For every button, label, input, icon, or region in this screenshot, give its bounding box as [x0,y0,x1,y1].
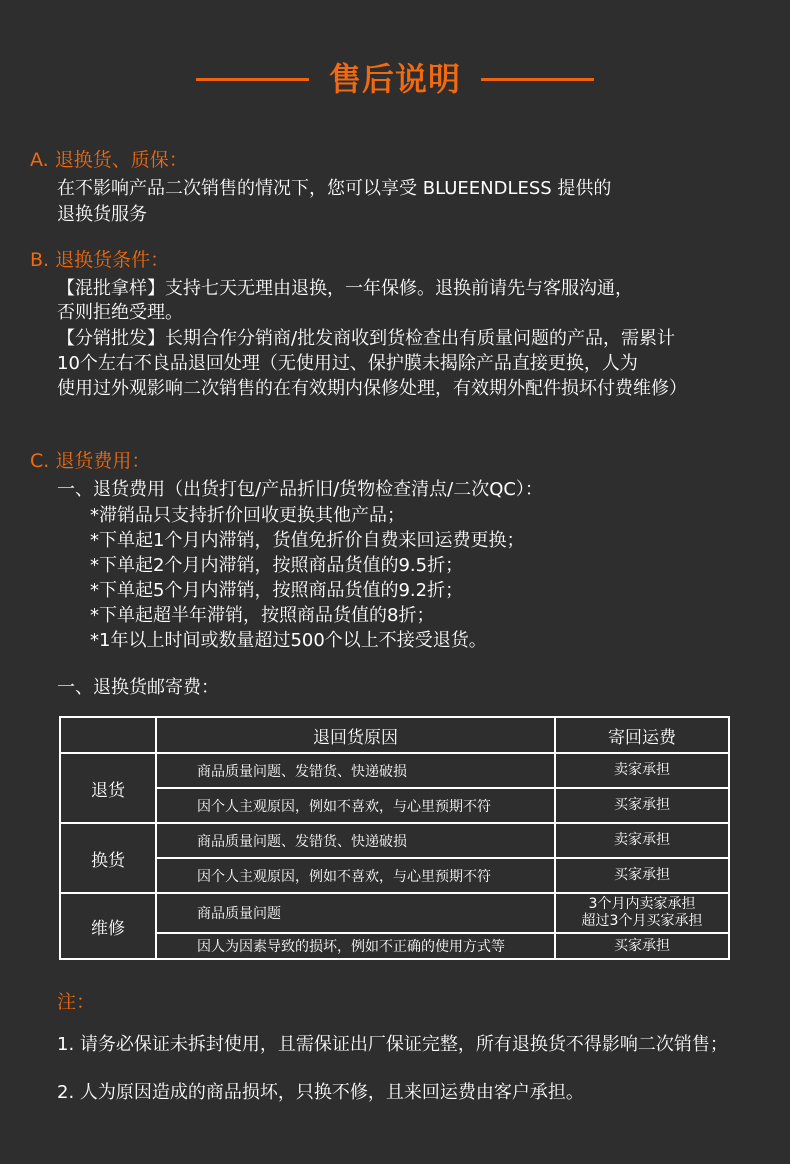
section-a-line: 退换货服务 [57,204,147,225]
service-type-cell: 退货 [60,753,156,823]
fee-cell [555,893,729,933]
page-header [0,55,790,103]
section-a-heading: A. 退换货、质保： [30,149,188,171]
table-header-cell: 寄回运费 [555,717,729,753]
table-row [60,788,729,823]
title-right-rule [481,78,594,81]
fee-line: 3个月内卖家承担 [588,896,696,912]
reason-cell: 因人为因素导致的损坏，例如不正确的使用方式等 [156,933,555,959]
fee-rule-item: *滞销品只支持折价回收更换其他产品； [90,505,405,526]
fee-cell: 卖家承担 [555,823,729,858]
fee-rule-item: *下单起2个月内滞销，按照商品货值的9.5折； [90,555,464,576]
shipping-fee-table [59,716,730,960]
table-header-row [60,717,729,753]
section-c-subheading: 一、退换货邮寄费： [57,677,219,698]
fee-line: 超过3个月买家承担 [581,913,703,929]
notes-heading: 注： [57,991,96,1013]
page-title: 售后说明 [328,60,461,98]
fee-cell: 买家承担 [555,933,729,959]
table-row [60,858,729,893]
title-left-rule [196,78,309,81]
service-type-cell: 换货 [60,823,156,893]
table-header-cell [60,717,156,753]
section-b-line: 否则拒绝受理。 [57,302,183,323]
section-c-subheading: 一、退货费用（出货打包/产品折旧/货物检查清点/二次QC）： [57,479,543,500]
section-b-line: 【分销批发】长期合作分销商/批发商收到货检查出有质量问题的产品，需累计 [57,328,676,349]
fee-rule-item: *下单起5个月内滞销，按照商品货值的9.2折； [90,580,464,601]
section-b-line: 10个左右不良品退回处理（无使用过、保护膜未揭除产品直接更换，人为 [57,353,638,374]
fee-rule-item: *下单起超半年滞销，按照商品货值的8折； [90,605,435,626]
reason-cell: 商品质量问题、发错货、快递破损 [156,753,555,788]
table-row [60,933,729,959]
table-row [60,823,729,858]
fee-cell: 买家承担 [555,788,729,823]
section-b-heading: B. 退换货条件： [30,249,170,271]
note-item: 1. 请务必保证未拆封使用，且需保证出厂保证完整，所有退换货不得影响二次销售； [57,1034,728,1055]
service-type-cell: 维修 [60,893,156,959]
note-item: 2. 人为原因造成的商品损坏，只换不修，且来回运费由客户承担。 [57,1082,584,1103]
reason-cell: 因个人主观原因，例如不喜欢，与心里预期不符 [156,788,555,823]
reason-cell: 因个人主观原因，例如不喜欢，与心里预期不符 [156,858,555,893]
fee-cell: 买家承担 [555,858,729,893]
section-b-line: 【混批拿样】支持七天无理由退换，一年保修。退换前请先与客服沟通， [57,278,633,299]
section-c-heading: C. 退货费用： [30,450,151,472]
fee-cell: 卖家承担 [555,753,729,788]
reason-cell: 商品质量问题 [156,893,555,933]
fee-rule-item: *1年以上时间或数量超过500个以上不接受退货。 [90,630,487,651]
table-row [60,893,729,933]
fee-rule-item: *下单起1个月内滞销，货值免折价自费来回运费更换； [90,530,525,551]
table-row [60,753,729,788]
section-b-line: 使用过外观影响二次销售的在有效期内保修处理，有效期外配件损坏付费维修） [57,378,687,399]
reason-cell: 商品质量问题、发错货、快递破损 [156,823,555,858]
table-header-cell: 退回货原因 [156,717,555,753]
section-a-line: 在不影响产品二次销售的情况下，您可以享受 BLUEENDLESS 提供的 [57,178,612,199]
